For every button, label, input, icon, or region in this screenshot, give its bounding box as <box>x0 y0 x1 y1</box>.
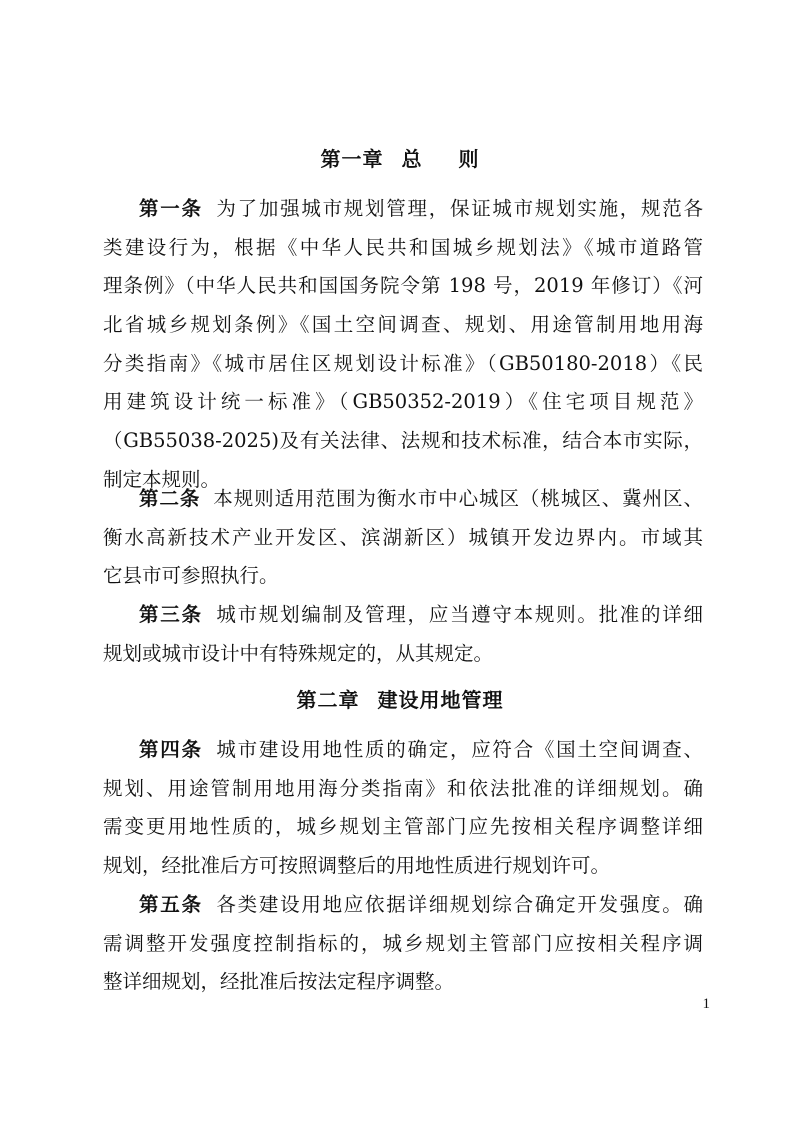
article-2-line-3: 它县市可参照执行。 <box>103 564 279 588</box>
article-3-line-1: 第三条 城市规划编制及管理，应当遵守本规则。批准的详细 <box>139 603 703 626</box>
article-3-line-2: 规划或城市设计中有特殊规定的，从其规定。 <box>103 641 494 665</box>
article-3-label: 第三条 <box>139 603 203 626</box>
article-1 <box>103 190 703 500</box>
article-1-line-8: 制定本规则。 <box>103 467 221 491</box>
article-1-line-2: 类建设行为，根据《中华人民共和国城乡规划法》《城市道路管 <box>103 235 703 259</box>
article-2-line-1: 第二条 本规则适用范围为衡水市中心城区（桃城区、冀州区、 <box>139 487 703 510</box>
chapter-2-heading <box>0 684 800 713</box>
article-1-line-4: 北省城乡规划条例》《国土空间调查、规划、用途管制用地用海 <box>103 313 703 337</box>
article-4-line-2: 规划、用途管制用地用海分类指南》和依法批准的详细规划。确 <box>103 776 703 800</box>
article-4-line-3: 需变更用地性质的，城乡规划主管部门应先按相关程序调整详细 <box>103 815 703 839</box>
article-4-line-4: 规划，经批准后方可按照调整后的用地性质进行规划许可。 <box>103 854 611 878</box>
article-2-label: 第二条 <box>139 487 201 510</box>
chapter-2-label: 第二章 <box>296 688 360 712</box>
article-5-line-3: 整详细规划，经批准后按法定程序调整。 <box>103 970 455 994</box>
article-3 <box>103 596 703 673</box>
chapter-1-title-word-1: 总 <box>401 147 423 171</box>
article-2 <box>103 480 703 596</box>
article-1-line-7: （GB55038-2025)及有关法律、法规和技术标准，结合本市实际， <box>103 429 703 453</box>
article-2-line-2: 衡水高新技术产业开发区、滨湖新区）城镇开发边界内。市域其 <box>103 525 703 549</box>
article-1-line-3: 理条例》（中华人民共和国国务院令第 198 号，2019 年修订）《河 <box>103 274 703 298</box>
article-5 <box>103 886 703 1002</box>
chapter-1-title-word-2: 则 <box>458 147 480 171</box>
article-4 <box>103 731 703 886</box>
article-1-line-5: 分类指南》《城市居住区规划设计标准》（GB50180-2018）《民 <box>103 351 703 375</box>
chapter-1-label: 第一章 <box>320 147 384 171</box>
article-1-label: 第一条 <box>139 197 203 220</box>
article-5-line-2: 需调整开发强度控制指标的，城乡规划主管部门应按相关程序调 <box>103 931 703 955</box>
chapter-2-title: 建设用地管理 <box>377 688 504 712</box>
article-4-line-1: 第四条 城市建设用地性质的确定，应符合《国土空间调查、 <box>139 738 703 761</box>
article-4-label: 第四条 <box>139 738 203 761</box>
article-1-line-1: 第一条 为了加强城市规划管理，保证城市规划实施，规范各 <box>139 197 703 220</box>
page-number: 1 <box>702 996 710 1012</box>
article-5-label: 第五条 <box>139 893 203 916</box>
chapter-1-heading <box>0 143 800 172</box>
article-5-line-1: 第五条 各类建设用地应依据详细规划综合确定开发强度。确 <box>139 893 703 916</box>
article-1-line-6: 用建筑设计统一标准》（GB50352-2019）《住宅项目规范》 <box>103 390 703 414</box>
